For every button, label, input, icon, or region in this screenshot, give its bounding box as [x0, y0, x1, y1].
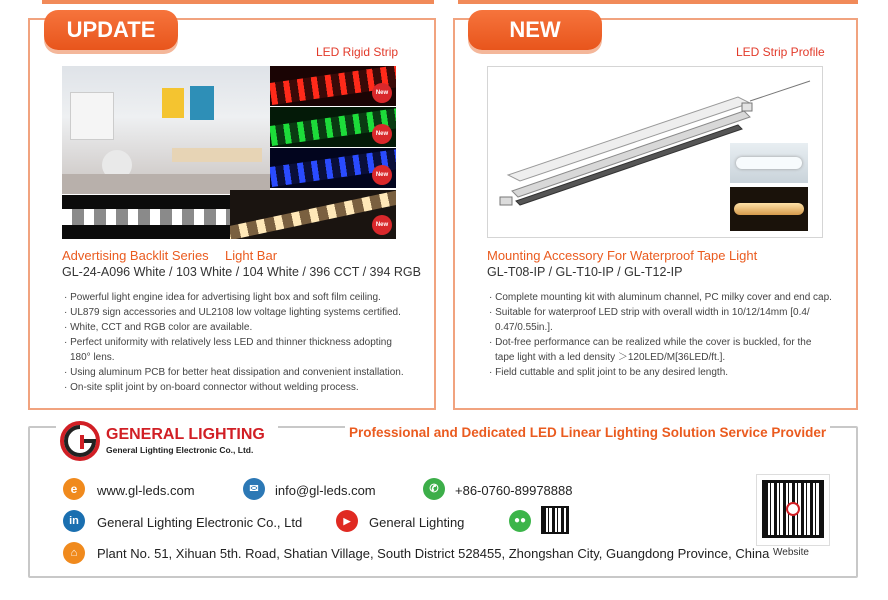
feature-item: · Suitable for waterproof LED strip with overall width in 10/12/14mm [0.4/ 0.47/0.55in.].: [489, 307, 810, 333]
youtube-icon: ▶: [336, 510, 358, 532]
qr-center-logo-icon: [786, 502, 800, 516]
website-icon: e: [63, 478, 85, 500]
right-feature-list: [487, 290, 832, 380]
left-category: LED Rigid Strip: [316, 45, 399, 59]
white-bar-image: [62, 195, 230, 239]
blue-strip-image: [270, 148, 396, 188]
left-model: GL-24-A096 White / 103 White / 104 White / 396 CCT / 394 RGB: [62, 265, 421, 279]
website-link[interactable]: www.gl-leds.com: [97, 483, 195, 498]
lit-detail-image: [730, 187, 808, 231]
feature-item: · Field cuttable and split joint to be any desired length.: [489, 367, 729, 378]
red-strip-image: [270, 66, 396, 106]
cover-detail-image: [730, 143, 808, 183]
brand-name: GENERAL LIGHTING: [106, 426, 265, 443]
feature-item: · UL879 sign accessories and UL2108 low voltage lighting systems certified.: [64, 307, 401, 318]
youtube-link[interactable]: General Lighting: [369, 515, 465, 530]
feature-item: · Dot-free performance can be realized while the cover is buckled, for the tape light with a led density ＞120LED/M[36LED/ft.].: [489, 337, 812, 363]
warm-bar-image: [230, 190, 396, 239]
update-tab: UPDATE: [44, 10, 178, 50]
wechat-qr-code: [541, 506, 569, 534]
left-feature-list: [62, 290, 408, 395]
showroom-image: [62, 66, 270, 194]
address-icon: ⌂: [63, 542, 85, 564]
new-badge: New: [372, 215, 392, 235]
feature-item: · Using aluminum PCB for better heat dissipation and convenient installation.: [64, 367, 404, 378]
feature-item: · Perfect uniformity with relatively less LED and thinner thickness adopting 180° lens.: [64, 337, 392, 363]
wechat-icon: ●●: [509, 510, 531, 532]
new-badge: New: [372, 83, 392, 103]
new-tab: NEW: [468, 10, 602, 50]
address-text: Plant No. 51, Xihuan 5th. Road, Shatian Village, South District 528455, Zhongshan City, Guangdong Province, China: [97, 546, 770, 561]
email-link[interactable]: info@gl-leds.com: [275, 483, 376, 498]
right-category: LED Strip Profile: [736, 45, 825, 59]
brand-block: [56, 418, 278, 464]
feature-item: · White, CCT and RGB color are available.: [64, 322, 253, 333]
right-series: Mounting Accessory For Waterproof Tape Light: [487, 248, 758, 263]
top-border-left: [42, 0, 434, 4]
email-icon: ✉: [243, 478, 265, 500]
new-badge: New: [372, 124, 392, 144]
top-border-right: [458, 0, 858, 4]
left-series-a: Advertising Backlit Series: [62, 248, 209, 263]
brand-logo-icon: [60, 421, 100, 461]
feature-item: · On-site split joint by on-board connector without welding process.: [64, 382, 359, 393]
left-series-b: Light Bar: [225, 248, 278, 263]
profile-image: [487, 66, 823, 238]
green-strip-image: [270, 107, 396, 147]
slogan: Professional and Dedicated LED Linear Lighting Solution Service Provider: [345, 425, 830, 440]
phone-number: +86-0760-89978888: [455, 483, 573, 498]
brand-subtitle: General Lighting Electronic Co., Ltd.: [106, 445, 254, 455]
new-badge: New: [372, 165, 392, 185]
linkedin-icon: in: [63, 510, 85, 532]
linkedin-link[interactable]: General Lighting Electronic Co., Ltd: [97, 515, 303, 530]
right-model: GL-T08-IP / GL-T10-IP / GL-T12-IP: [487, 265, 683, 279]
feature-item: · Powerful light engine idea for advertising light box and soft film ceiling.: [64, 292, 381, 303]
qr-label: Website: [773, 547, 809, 558]
phone-icon: ✆: [423, 478, 445, 500]
feature-item: · Complete mounting kit with aluminum channel, PC milky cover and end cap.: [489, 292, 832, 303]
